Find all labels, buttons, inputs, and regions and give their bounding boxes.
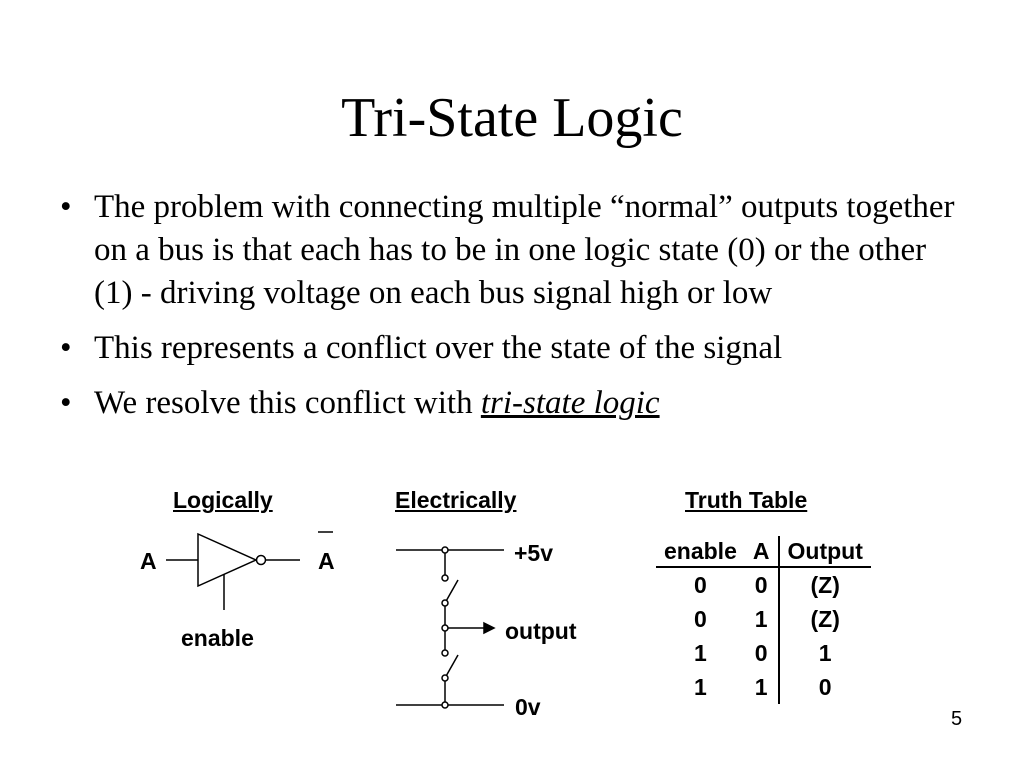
bullet-marker: • <box>60 385 72 421</box>
table-cell: 0 <box>754 571 768 598</box>
table-row <box>656 567 871 602</box>
table-cell: 1 <box>754 673 768 700</box>
upper-switch <box>445 580 458 603</box>
table-row <box>656 670 871 704</box>
buffer-triangle <box>198 534 256 586</box>
table-cell: 0 <box>694 605 707 632</box>
table-row <box>656 636 871 670</box>
output-arrow <box>484 623 494 633</box>
logically-heading: Logically <box>173 487 273 513</box>
vcc-label: +5v <box>514 540 554 566</box>
output-label: A <box>318 548 335 574</box>
column-header: Output <box>779 536 871 567</box>
switch-network <box>396 550 504 705</box>
bullet-text: The problem with connecting multiple “normal” outputs together on a bus is that each has to be in one logic state (0) or the other (1) - driving voltage on each bus signal high or low <box>94 189 955 311</box>
electrically-heading: Electrically <box>395 487 517 513</box>
table-cell: 0 <box>779 670 871 704</box>
table-cell: (Z) <box>779 602 871 636</box>
bullet-marker: • <box>60 189 72 225</box>
table-row <box>656 602 871 636</box>
column-header: enable <box>656 536 745 567</box>
lower-switch <box>445 655 458 678</box>
table-cell: 1 <box>754 605 768 632</box>
table-cell: 1 <box>779 636 871 670</box>
slide-title: Tri-State Logic <box>341 87 683 149</box>
bullet-text: We resolve this conflict with <box>94 385 481 421</box>
bullet-marker: • <box>60 330 72 366</box>
emphasis-text: tri-state logic <box>480 385 660 421</box>
table-cell: (Z) <box>779 567 871 602</box>
enable-label: enable <box>181 625 254 651</box>
column-header: A <box>745 536 779 567</box>
truth-table <box>656 536 871 704</box>
table-cell: 1 <box>694 673 707 700</box>
tristate-buffer-symbol <box>166 532 333 610</box>
table-cell: 1 <box>694 639 707 666</box>
output-node-label: output <box>505 618 577 644</box>
page-number: 5 <box>951 708 963 730</box>
input-label: A <box>140 548 157 574</box>
inverter-bubble <box>257 556 266 565</box>
ground-label: 0v <box>515 694 541 720</box>
table-cell: 0 <box>694 571 707 598</box>
bullet-text: This represents a conflict over the state of the signal <box>94 330 783 366</box>
truth-table-heading: Truth Table <box>685 487 808 513</box>
table-header-row <box>656 536 871 567</box>
table-cell: 0 <box>754 639 768 666</box>
